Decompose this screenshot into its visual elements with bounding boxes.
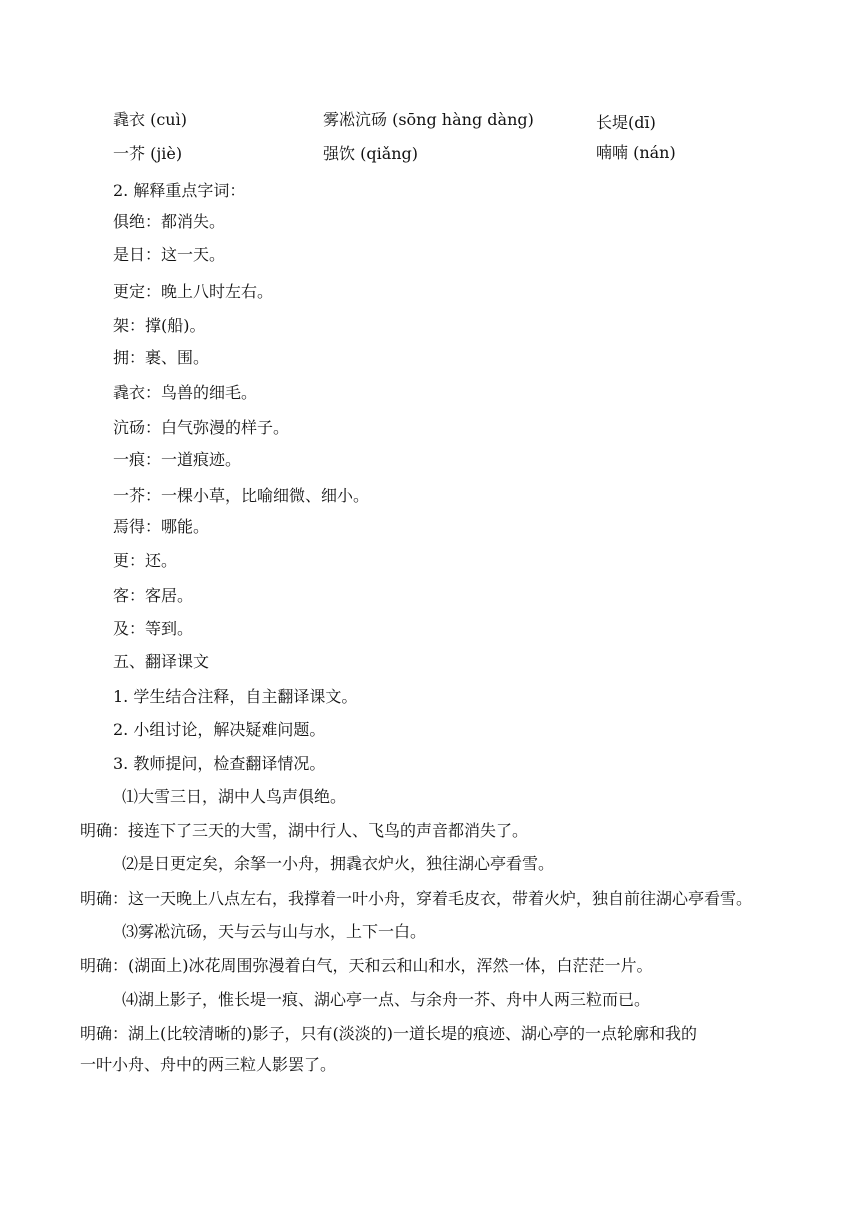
source-sentence: ⑵是日更定矣，余拏一小舟，拥毳衣炉火，独往湖心亭看雪。	[122, 854, 555, 873]
translation-answer: 明确：接连下了三天的大雪，湖中行人、飞鸟的声音都消失了。	[80, 821, 529, 840]
step-item: 3. 教师提问，检查翻译情况。	[113, 754, 326, 773]
pinyin-cell: 一芥 (jiè)	[113, 144, 183, 163]
definition-item: 更：还。	[113, 551, 178, 570]
definition-item: 俱绝：都消失。	[113, 212, 226, 231]
step-item: 2. 小组讨论，解决疑难问题。	[113, 720, 326, 739]
pinyin-cell: 长堤(dī)	[596, 113, 656, 132]
translation-answer: 明确：(湖面上)冰花周围弥漫着白气，天和云和山和水，浑然一体，白茫茫一片。	[80, 956, 653, 975]
definition-item: 毳衣：鸟兽的细毛。	[113, 383, 258, 402]
translation-answer: 明确：湖上(比较清晰的)影子，只有(淡淡的)一道长堤的痕迹、湖心亭的一点轮廓和我的	[80, 1024, 697, 1043]
definition-item: 一芥：一棵小草，比喻细微、细小。	[113, 486, 370, 505]
translation-answer-continued: 一叶小舟、舟中的两三粒人影罢了。	[80, 1055, 337, 1074]
translation-answer: 明确：这一天晚上八点左右，我撑着一叶小舟，穿着毛皮衣，带着火炉，独自前往湖心亭看雪。	[80, 889, 753, 908]
definition-item: 及：等到。	[113, 619, 194, 638]
step-item: 1. 学生结合注释，自主翻译课文。	[113, 687, 358, 706]
definition-item: 架：撑(船)。	[113, 316, 206, 335]
source-sentence: ⑷湖上影子，惟长堤一痕、湖心亭一点、与余舟一芥、舟中人两三粒而已。	[122, 990, 651, 1009]
source-sentence: ⑴大雪三日，湖中人鸟声俱绝。	[122, 787, 347, 806]
section-heading: 五、翻译课文	[113, 652, 210, 671]
definition-item: 客：客居。	[113, 586, 194, 605]
definition-item: 更定：晚上八时左右。	[113, 282, 274, 301]
definition-item: 拥：裹、围。	[113, 348, 210, 367]
section-heading: 2. 解释重点字词：	[113, 181, 246, 200]
pinyin-cell: 喃喃 (nán)	[596, 143, 676, 162]
definition-item: 焉得：哪能。	[113, 517, 210, 536]
definition-item: 一痕：一道痕迹。	[113, 450, 242, 469]
pinyin-cell: 雾凇沆砀 (sōng hàng dàng)	[323, 110, 534, 129]
pinyin-cell: 强饮 (qiǎng)	[323, 144, 419, 163]
definition-item: 是日：这一天。	[113, 245, 226, 264]
pinyin-cell: 毳衣 (cuì)	[113, 110, 187, 129]
definition-item: 沆砀：白气弥漫的样子。	[113, 418, 290, 437]
source-sentence: ⑶雾凇沆砀，天与云与山与水，上下一白。	[122, 922, 427, 941]
